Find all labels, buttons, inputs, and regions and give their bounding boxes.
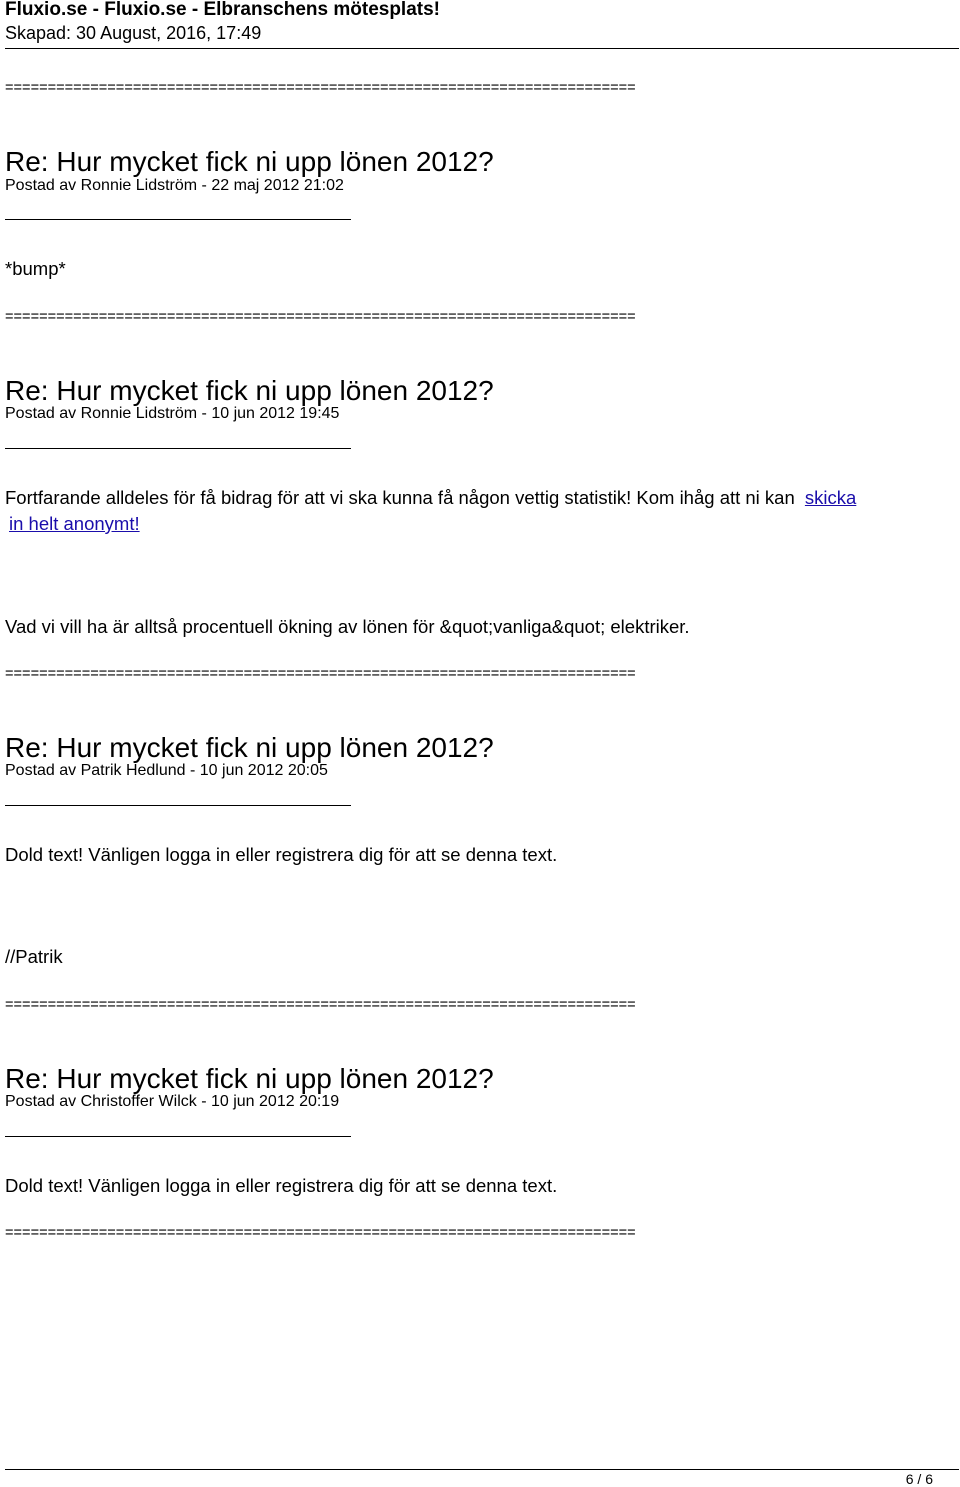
created-date: Skapad: 30 August, 2016, 17:49 (5, 23, 262, 43)
post-divider (5, 1136, 351, 1137)
post-meta: Postad av Christoffer Wilck - 10 jun 2012 20:19 (5, 1093, 340, 1110)
post-title: Re: Hur mycket fick ni upp lönen 2012? (5, 1063, 494, 1094)
post-body-text (9, 511, 140, 537)
post-body-text: Dold text! Vänligen logga in eller registrera dig för att se denna text. (5, 844, 558, 865)
page-number: 6 / 6 (905, 1471, 933, 1487)
post-meta: Postad av Patrik Hedlund - 10 jun 2012 20:05 (5, 762, 328, 779)
post-meta: Postad av Ronnie Lidström - 22 maj 2012 21:02 (5, 177, 344, 194)
post-title: Re: Hur mycket fick ni upp lönen 2012? (5, 146, 494, 177)
post-body-text: *bump* (5, 258, 66, 279)
separator-line: ========================================================================== (5, 997, 636, 1013)
post-divider (5, 805, 351, 806)
header-divider (5, 48, 959, 49)
site-title: Fluxio.se - Fluxio.se - Elbranschens mötesplats! (5, 0, 440, 20)
post-body-text: Dold text! Vänligen logga in eller registrera dig för att se denna text. (5, 1175, 558, 1196)
post-divider (5, 219, 351, 220)
post-meta: Postad av Ronnie Lidström - 10 jun 2012 19:45 (5, 405, 340, 422)
post-divider (5, 448, 351, 449)
separator-line: ========================================================================== (5, 80, 636, 96)
post-body-text: Vad vi vill ha är alltså procentuell ökning av lönen för &quot;vanliga&quot; elektriker. (5, 616, 690, 637)
anonymous-submit-link[interactable]: skicka (804, 487, 857, 508)
footer-divider (5, 1469, 959, 1470)
separator-line: ========================================================================== (5, 309, 636, 325)
post-title: Re: Hur mycket fick ni upp lönen 2012? (5, 732, 494, 763)
post-body-text: //Patrik (5, 946, 63, 967)
post-body-text-segment: Fortfarande alldeles för få bidrag för att vi ska kunna få någon vettig statistik! Kom ihåg att ni kan (5, 487, 800, 508)
post-body-text (5, 485, 857, 511)
separator-line: ========================================================================== (5, 1225, 636, 1241)
separator-line: ========================================================================== (5, 666, 636, 682)
post-title: Re: Hur mycket fick ni upp lönen 2012? (5, 375, 494, 406)
anonymous-submit-link[interactable]: in helt anonymt! (9, 513, 140, 534)
